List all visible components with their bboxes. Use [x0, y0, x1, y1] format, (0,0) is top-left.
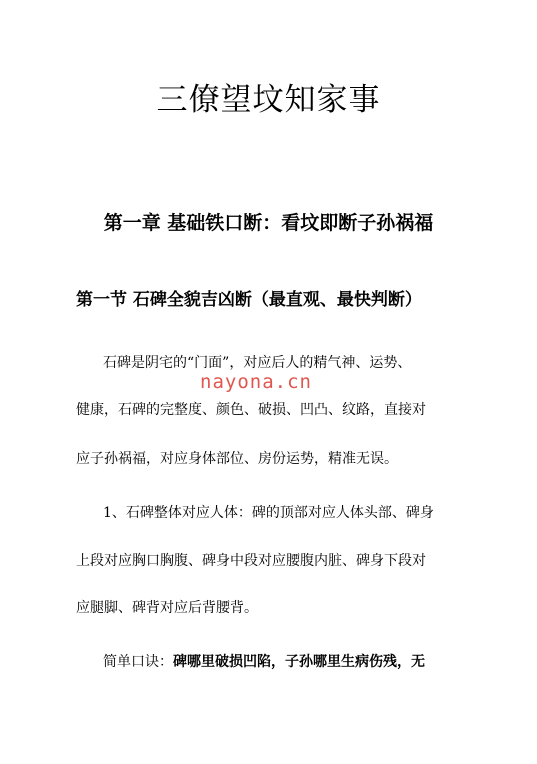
chapter-title: 第一章 基础铁口断：看坟即断子孙祸福 — [103, 212, 434, 234]
paragraph-2-line: 应腿脚、碑背对应后背腰背。 — [76, 600, 258, 616]
mnemonic-text: 碑哪里破损凹陷，子孙哪里生病伤残，无 — [173, 654, 425, 670]
mnemonic-label: 简单口诀： — [103, 654, 173, 670]
paragraph-1-line: 健康，石碑的完整度、颜色、破损、凹凸、纹路，直接对 — [76, 402, 426, 418]
paragraph-2-line: 1、石碑整体对应人体：碑的顶部对应人体头部、碑身 — [103, 505, 434, 521]
paragraph-1-line: 应子孙祸福，对应身体部位、房份运势，精准无误。 — [76, 451, 398, 467]
document-title: 三僚望坟知家事 — [156, 82, 381, 118]
watermark-text: nayona.cn — [200, 371, 312, 393]
paragraph-1-line: 石碑是阴宅的“门面”，对应后人的精气神、运势、 — [103, 355, 412, 371]
section-title: 第一节 石碑全貌吉凶断（最直观、最快判断） — [76, 290, 422, 310]
paragraph-3 — [103, 651, 425, 673]
paragraph-2-line: 上段对应胸口胸腹、碑身中段对应腰腹内脏、碑身下段对 — [76, 553, 426, 569]
